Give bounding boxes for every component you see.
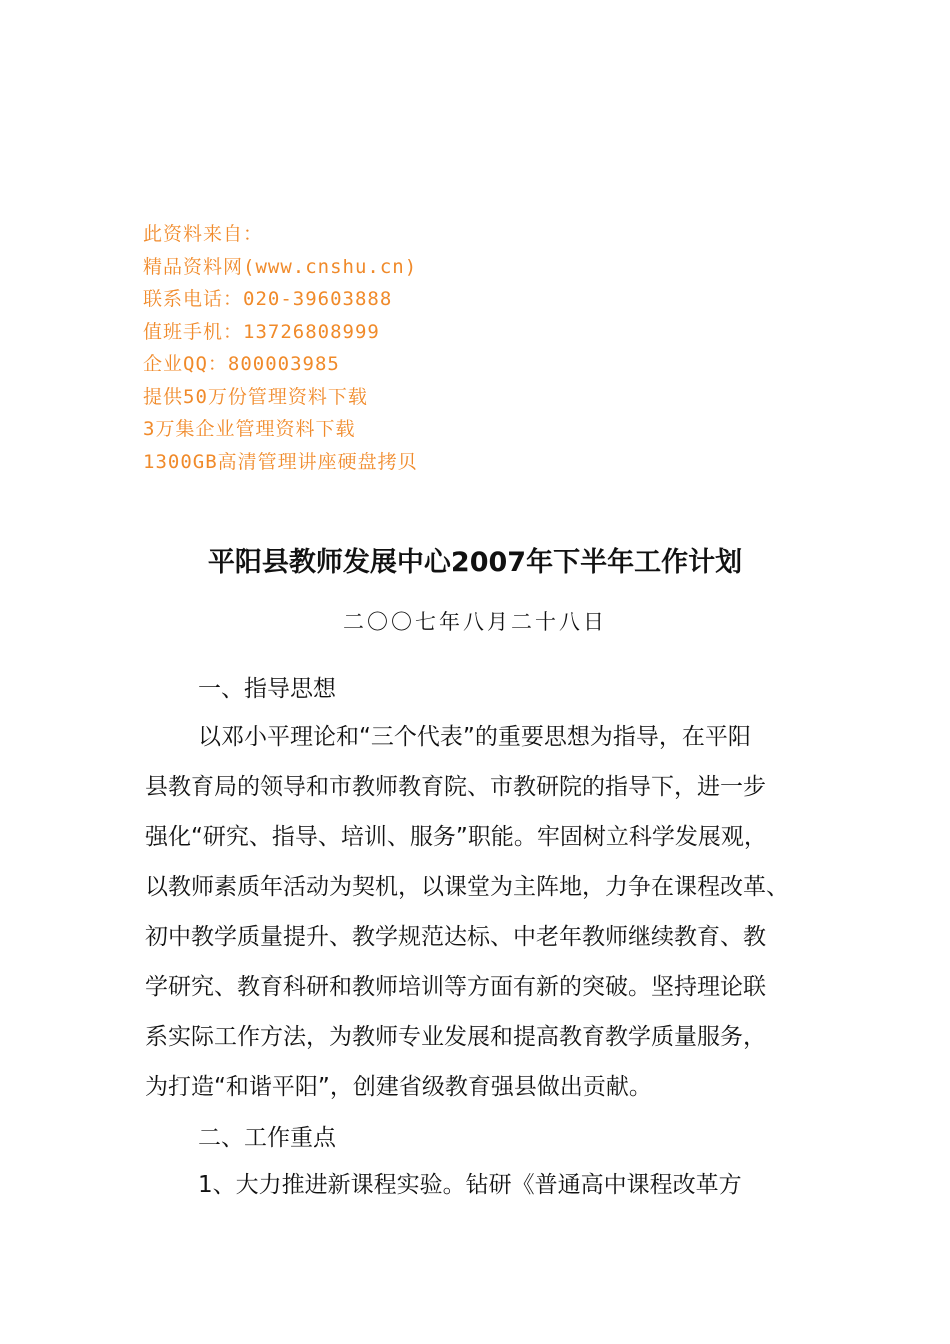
document-date: 二〇〇七年八月二十八日	[343, 610, 607, 634]
paragraph-line: 县教育局的领导和市教师教育院、市教研院的指导下，进一步	[145, 774, 766, 800]
paragraph-line: 为打造“和谐平阳”，创建省级教育强县做出贡献。	[145, 1074, 652, 1100]
paragraph-line: 以邓小平理论和“三个代表”的重要思想为指导，在平阳	[198, 724, 751, 750]
section1-paragraph	[145, 712, 825, 1112]
source-info-line: 企业QQ：800003985	[143, 353, 340, 375]
paragraph-line: 系实际工作方法，为教师专业发展和提高教育教学质量服务，	[145, 1024, 766, 1050]
paragraph-line: 强化“研究、指导、培训、服务”职能。牢固树立科学发展观，	[145, 824, 767, 850]
document-title: 平阳县教师发展中心2007年下半年工作计划	[207, 547, 743, 578]
section-heading-guiding-thought: 一、指导思想	[198, 676, 336, 702]
source-info-line: 此资料来自：	[143, 223, 264, 245]
section-heading-work-focus: 二、工作重点	[198, 1125, 336, 1151]
source-info-block	[143, 218, 663, 478]
paragraph-line: 以教师素质年活动为契机，以课堂为主阵地，力争在课程改革、	[145, 874, 789, 900]
source-info-line: 联系电话：020-39603888	[143, 288, 393, 310]
paragraph-line: 1、大力推进新课程实验。钻研《普通高中课程改革方	[198, 1172, 742, 1198]
section2-paragraph	[145, 1160, 825, 1210]
source-info-line: 值班手机：13726808999	[143, 320, 380, 343]
source-info-line: 精品资料网(www.cnshu.cn)	[143, 255, 418, 278]
source-info-line: 1300GB高清管理讲座硬盘拷贝	[143, 450, 418, 473]
source-info-line: 3万集企业管理资料下载	[143, 418, 356, 440]
source-info-line: 提供50万份管理资料下载	[143, 385, 368, 408]
paragraph-line: 学研究、教育科研和教师培训等方面有新的突破。坚持理论联	[145, 974, 766, 1000]
paragraph-line: 初中教学质量提升、教学规范达标、中老年教师继续教育、教	[145, 924, 766, 950]
